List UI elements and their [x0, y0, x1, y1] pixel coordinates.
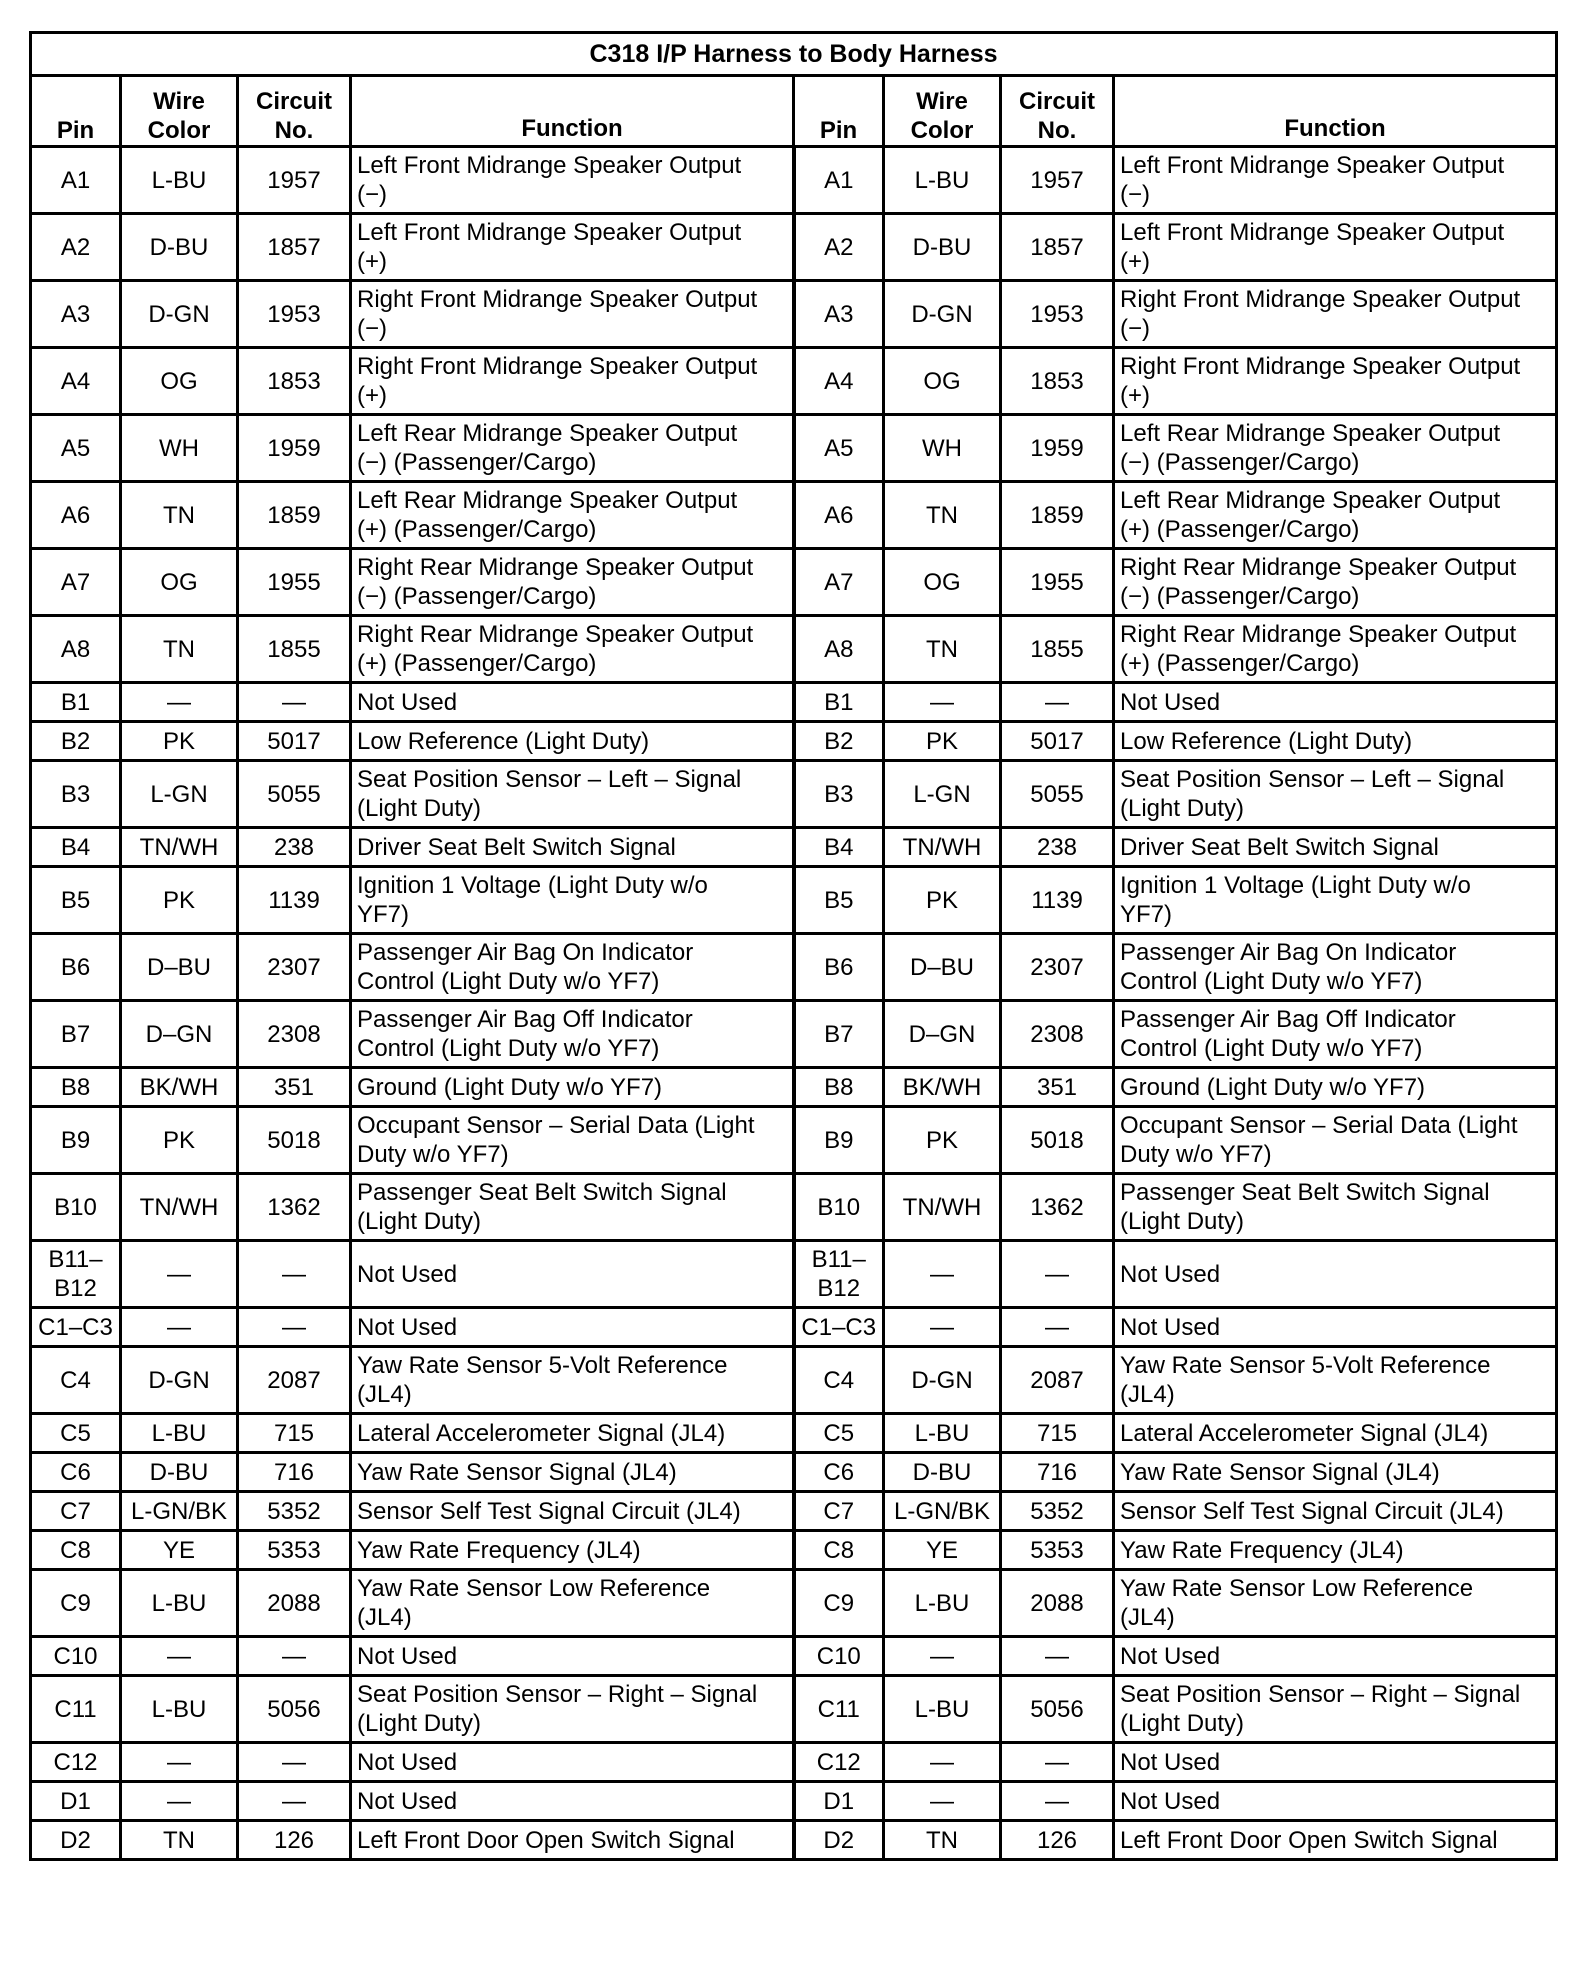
- wire-color-cell: D-GN: [121, 1347, 238, 1414]
- function-cell: Not Used: [351, 1308, 794, 1347]
- pin-cell: C9: [31, 1570, 121, 1637]
- circuit-cell: —: [1001, 1637, 1114, 1676]
- wire-color-cell: TN: [121, 616, 238, 683]
- function-cell: Not Used: [351, 683, 794, 722]
- circuit-cell: —: [238, 1743, 351, 1782]
- function-cell: Passenger Seat Belt Switch Signal (Light Duty): [351, 1174, 794, 1241]
- pin-cell: B11– B12: [31, 1241, 121, 1308]
- circuit-cell: 5353: [238, 1531, 351, 1570]
- function-cell: Ground (Light Duty w/o YF7): [351, 1068, 794, 1107]
- function-cell: Right Rear Midrange Speaker Output (+) (Passenger/Cargo): [351, 616, 794, 683]
- function-cell: Left Rear Midrange Speaker Output (−) (Passenger/Cargo): [351, 415, 794, 482]
- wire-color-cell: D-BU: [121, 214, 238, 281]
- wire-color-cell: —: [121, 1308, 238, 1347]
- pin-cell: A2: [31, 214, 121, 281]
- function-cell: Not Used: [1114, 1308, 1557, 1347]
- pin-cell: A7: [794, 549, 884, 616]
- header-pin: Pin: [31, 76, 121, 147]
- pin-cell: A2: [794, 214, 884, 281]
- circuit-cell: —: [1001, 1241, 1114, 1308]
- circuit-cell: 1955: [1001, 549, 1114, 616]
- circuit-cell: 5352: [238, 1492, 351, 1531]
- pin-cell: A8: [31, 616, 121, 683]
- function-cell: Low Reference (Light Duty): [1114, 722, 1557, 761]
- function-cell: Occupant Sensor – Serial Data (Light Duty w/o YF7): [351, 1107, 794, 1174]
- table-title: C318 I/P Harness to Body Harness: [31, 33, 1557, 76]
- table-row: [31, 616, 1557, 683]
- circuit-cell: 1857: [1001, 214, 1114, 281]
- connector-table: [29, 31, 1558, 1861]
- pin-cell: A7: [31, 549, 121, 616]
- wire-color-cell: —: [884, 683, 1001, 722]
- function-cell: Left Front Door Open Switch Signal: [1114, 1821, 1557, 1860]
- table-row: [31, 1531, 1557, 1570]
- wire-color-cell: —: [121, 1743, 238, 1782]
- function-cell: Right Rear Midrange Speaker Output (+) (Passenger/Cargo): [1114, 616, 1557, 683]
- pin-cell: C11: [794, 1676, 884, 1743]
- circuit-cell: 1853: [238, 348, 351, 415]
- pin-cell: B7: [794, 1001, 884, 1068]
- wire-color-cell: —: [884, 1782, 1001, 1821]
- function-cell: Not Used: [351, 1637, 794, 1676]
- pin-cell: C4: [794, 1347, 884, 1414]
- function-cell: Right Front Midrange Speaker Output (+): [351, 348, 794, 415]
- pin-cell: D2: [794, 1821, 884, 1860]
- pin-cell: B5: [794, 867, 884, 934]
- circuit-cell: 2308: [1001, 1001, 1114, 1068]
- wire-color-cell: TN: [121, 1821, 238, 1860]
- circuit-cell: 2088: [1001, 1570, 1114, 1637]
- wire-color-cell: TN/WH: [121, 828, 238, 867]
- circuit-cell: 1855: [1001, 616, 1114, 683]
- pin-cell: C12: [31, 1743, 121, 1782]
- wire-color-cell: BK/WH: [121, 1068, 238, 1107]
- header-circuit-no: Circuit No.: [1001, 76, 1114, 147]
- wire-color-cell: TN/WH: [884, 1174, 1001, 1241]
- circuit-cell: 1362: [1001, 1174, 1114, 1241]
- circuit-cell: 1859: [238, 482, 351, 549]
- pin-cell: B3: [31, 761, 121, 828]
- pin-cell: A4: [31, 348, 121, 415]
- circuit-cell: 716: [1001, 1453, 1114, 1492]
- wire-color-cell: YE: [884, 1531, 1001, 1570]
- table-row: [31, 761, 1557, 828]
- header-wire-color: Wire Color: [121, 76, 238, 147]
- function-cell: Driver Seat Belt Switch Signal: [1114, 828, 1557, 867]
- circuit-cell: —: [1001, 1782, 1114, 1821]
- wire-color-cell: L-GN/BK: [884, 1492, 1001, 1531]
- circuit-cell: 1859: [1001, 482, 1114, 549]
- function-cell: Yaw Rate Sensor Low Reference (JL4): [351, 1570, 794, 1637]
- header-pin: Pin: [794, 76, 884, 147]
- table-row: [31, 415, 1557, 482]
- pin-cell: B7: [31, 1001, 121, 1068]
- table-row: [31, 1453, 1557, 1492]
- circuit-cell: —: [238, 1637, 351, 1676]
- circuit-cell: 1139: [238, 867, 351, 934]
- wire-color-cell: TN: [121, 482, 238, 549]
- function-cell: Right Front Midrange Speaker Output (−): [351, 281, 794, 348]
- table-row: [31, 1414, 1557, 1453]
- pin-cell: C6: [31, 1453, 121, 1492]
- circuit-cell: 2087: [238, 1347, 351, 1414]
- pin-cell: B10: [31, 1174, 121, 1241]
- circuit-cell: —: [1001, 1308, 1114, 1347]
- table-row: [31, 867, 1557, 934]
- pin-cell: B6: [31, 934, 121, 1001]
- wire-color-cell: TN/WH: [121, 1174, 238, 1241]
- circuit-cell: 1957: [1001, 147, 1114, 214]
- circuit-cell: 351: [238, 1068, 351, 1107]
- pin-cell: A3: [31, 281, 121, 348]
- pin-cell: B1: [794, 683, 884, 722]
- wire-color-cell: L-BU: [884, 1676, 1001, 1743]
- circuit-cell: —: [238, 1308, 351, 1347]
- wire-color-cell: L-GN: [884, 761, 1001, 828]
- circuit-cell: 5055: [1001, 761, 1114, 828]
- function-cell: Passenger Air Bag Off Indicator Control (Light Duty w/o YF7): [351, 1001, 794, 1068]
- circuit-cell: 1955: [238, 549, 351, 616]
- wire-color-cell: WH: [884, 415, 1001, 482]
- function-cell: Left Front Midrange Speaker Output (−): [1114, 147, 1557, 214]
- pin-cell: B8: [31, 1068, 121, 1107]
- function-cell: Ignition 1 Voltage (Light Duty w/o YF7): [351, 867, 794, 934]
- wire-color-cell: D-GN: [884, 281, 1001, 348]
- function-cell: Occupant Sensor – Serial Data (Light Duty w/o YF7): [1114, 1107, 1557, 1174]
- circuit-cell: 1953: [238, 281, 351, 348]
- circuit-cell: —: [238, 1782, 351, 1821]
- wire-color-cell: D-BU: [121, 1453, 238, 1492]
- function-cell: Yaw Rate Sensor Low Reference (JL4): [1114, 1570, 1557, 1637]
- pin-cell: A1: [794, 147, 884, 214]
- wire-color-cell: PK: [884, 1107, 1001, 1174]
- circuit-cell: 1953: [1001, 281, 1114, 348]
- circuit-cell: 5018: [1001, 1107, 1114, 1174]
- circuit-cell: —: [1001, 1743, 1114, 1782]
- pin-cell: B11– B12: [794, 1241, 884, 1308]
- circuit-cell: 1139: [1001, 867, 1114, 934]
- function-cell: Ignition 1 Voltage (Light Duty w/o YF7): [1114, 867, 1557, 934]
- wire-color-cell: —: [884, 1241, 1001, 1308]
- pin-cell: C11: [31, 1676, 121, 1743]
- table-row: [31, 1821, 1557, 1860]
- pin-cell: A3: [794, 281, 884, 348]
- wire-color-cell: L-GN: [121, 761, 238, 828]
- table-row: [31, 281, 1557, 348]
- function-cell: Sensor Self Test Signal Circuit (JL4): [351, 1492, 794, 1531]
- wire-color-cell: WH: [121, 415, 238, 482]
- pin-cell: A4: [794, 348, 884, 415]
- table-row: [31, 722, 1557, 761]
- function-cell: Not Used: [1114, 1241, 1557, 1308]
- wire-color-cell: D–BU: [884, 934, 1001, 1001]
- wire-color-cell: —: [884, 1743, 1001, 1782]
- pin-cell: B4: [31, 828, 121, 867]
- function-cell: Left Front Midrange Speaker Output (+): [351, 214, 794, 281]
- circuit-cell: 5055: [238, 761, 351, 828]
- table-row: [31, 1743, 1557, 1782]
- pin-cell: C7: [31, 1492, 121, 1531]
- wire-color-cell: TN: [884, 1821, 1001, 1860]
- circuit-cell: 1957: [238, 147, 351, 214]
- function-cell: Left Front Door Open Switch Signal: [351, 1821, 794, 1860]
- function-cell: Right Front Midrange Speaker Output (−): [1114, 281, 1557, 348]
- circuit-cell: 351: [1001, 1068, 1114, 1107]
- wire-color-cell: TN: [884, 482, 1001, 549]
- pin-cell: B2: [31, 722, 121, 761]
- wire-color-cell: —: [121, 1637, 238, 1676]
- circuit-cell: 5353: [1001, 1531, 1114, 1570]
- circuit-cell: 2087: [1001, 1347, 1114, 1414]
- function-cell: Sensor Self Test Signal Circuit (JL4): [1114, 1492, 1557, 1531]
- pin-cell: B9: [794, 1107, 884, 1174]
- circuit-cell: 5017: [1001, 722, 1114, 761]
- circuit-cell: 126: [1001, 1821, 1114, 1860]
- pin-cell: B9: [31, 1107, 121, 1174]
- circuit-cell: 2308: [238, 1001, 351, 1068]
- wire-color-cell: OG: [121, 348, 238, 415]
- wire-color-cell: —: [884, 1637, 1001, 1676]
- circuit-cell: 716: [238, 1453, 351, 1492]
- function-cell: Driver Seat Belt Switch Signal: [351, 828, 794, 867]
- circuit-cell: 1362: [238, 1174, 351, 1241]
- wire-color-cell: OG: [884, 348, 1001, 415]
- function-cell: Right Front Midrange Speaker Output (+): [1114, 348, 1557, 415]
- function-cell: Seat Position Sensor – Left – Signal (Light Duty): [351, 761, 794, 828]
- wire-color-cell: —: [121, 1782, 238, 1821]
- circuit-cell: —: [238, 1241, 351, 1308]
- pin-cell: C10: [794, 1637, 884, 1676]
- function-cell: Passenger Air Bag On Indicator Control (Light Duty w/o YF7): [351, 934, 794, 1001]
- table-row: [31, 1637, 1557, 1676]
- wire-color-cell: L-BU: [121, 1414, 238, 1453]
- wire-color-cell: PK: [884, 867, 1001, 934]
- table-row: [31, 828, 1557, 867]
- function-cell: Yaw Rate Sensor 5-Volt Reference (JL4): [351, 1347, 794, 1414]
- function-cell: Not Used: [1114, 1637, 1557, 1676]
- pin-cell: B6: [794, 934, 884, 1001]
- header-circuit-no: Circuit No.: [238, 76, 351, 147]
- pin-cell: C1–C3: [794, 1308, 884, 1347]
- pin-cell: C7: [794, 1492, 884, 1531]
- circuit-cell: 126: [238, 1821, 351, 1860]
- wire-color-cell: L-BU: [121, 1570, 238, 1637]
- function-cell: Not Used: [1114, 1743, 1557, 1782]
- wire-color-cell: L-BU: [884, 147, 1001, 214]
- circuit-cell: 715: [238, 1414, 351, 1453]
- function-cell: Passenger Air Bag Off Indicator Control (Light Duty w/o YF7): [1114, 1001, 1557, 1068]
- pin-cell: B3: [794, 761, 884, 828]
- pin-cell: B1: [31, 683, 121, 722]
- pin-cell: A8: [794, 616, 884, 683]
- function-cell: Not Used: [351, 1241, 794, 1308]
- function-cell: Passenger Air Bag On Indicator Control (Light Duty w/o YF7): [1114, 934, 1557, 1001]
- pin-cell: C8: [31, 1531, 121, 1570]
- function-cell: Seat Position Sensor – Right – Signal (Light Duty): [1114, 1676, 1557, 1743]
- pin-cell: C9: [794, 1570, 884, 1637]
- circuit-cell: 715: [1001, 1414, 1114, 1453]
- circuit-cell: 2307: [1001, 934, 1114, 1001]
- table-row: [31, 1676, 1557, 1743]
- wire-color-cell: D–GN: [121, 1001, 238, 1068]
- pin-cell: C4: [31, 1347, 121, 1414]
- table-row: [31, 1107, 1557, 1174]
- table-row: [31, 1174, 1557, 1241]
- circuit-cell: 1855: [238, 616, 351, 683]
- circuit-cell: 5056: [238, 1676, 351, 1743]
- table-row: [31, 1308, 1557, 1347]
- pin-cell: A1: [31, 147, 121, 214]
- circuit-cell: 1959: [1001, 415, 1114, 482]
- function-cell: Left Rear Midrange Speaker Output (−) (Passenger/Cargo): [1114, 415, 1557, 482]
- table-row: [31, 1241, 1557, 1308]
- header-function: Function: [1114, 76, 1557, 147]
- table-row: [31, 482, 1557, 549]
- pin-cell: A6: [794, 482, 884, 549]
- function-cell: Yaw Rate Frequency (JL4): [1114, 1531, 1557, 1570]
- function-cell: Left Rear Midrange Speaker Output (+) (Passenger/Cargo): [351, 482, 794, 549]
- wire-color-cell: OG: [121, 549, 238, 616]
- pin-cell: B10: [794, 1174, 884, 1241]
- function-cell: Seat Position Sensor – Left – Signal (Light Duty): [1114, 761, 1557, 828]
- circuit-cell: 2088: [238, 1570, 351, 1637]
- wire-color-cell: PK: [884, 722, 1001, 761]
- function-cell: Yaw Rate Frequency (JL4): [351, 1531, 794, 1570]
- wire-color-cell: L-BU: [121, 147, 238, 214]
- header-wire-color: Wire Color: [884, 76, 1001, 147]
- function-cell: Left Front Midrange Speaker Output (−): [351, 147, 794, 214]
- header-function: Function: [351, 76, 794, 147]
- table-body: [31, 147, 1557, 1860]
- function-cell: Right Rear Midrange Speaker Output (−) (Passenger/Cargo): [1114, 549, 1557, 616]
- wire-color-cell: BK/WH: [884, 1068, 1001, 1107]
- pin-cell: C5: [31, 1414, 121, 1453]
- wire-color-cell: —: [121, 683, 238, 722]
- function-cell: Left Front Midrange Speaker Output (+): [1114, 214, 1557, 281]
- pin-cell: B5: [31, 867, 121, 934]
- function-cell: Not Used: [351, 1782, 794, 1821]
- table-row: [31, 1782, 1557, 1821]
- wire-color-cell: —: [884, 1308, 1001, 1347]
- table-row: [31, 934, 1557, 1001]
- pin-cell: A6: [31, 482, 121, 549]
- pin-cell: C12: [794, 1743, 884, 1782]
- wire-color-cell: OG: [884, 549, 1001, 616]
- table-row: [31, 1068, 1557, 1107]
- function-cell: Lateral Accelerometer Signal (JL4): [351, 1414, 794, 1453]
- pin-cell: D1: [794, 1782, 884, 1821]
- wire-color-cell: D-GN: [121, 281, 238, 348]
- circuit-cell: 238: [238, 828, 351, 867]
- pin-cell: C8: [794, 1531, 884, 1570]
- pin-cell: D1: [31, 1782, 121, 1821]
- wire-color-cell: D-BU: [884, 1453, 1001, 1492]
- function-cell: Lateral Accelerometer Signal (JL4): [1114, 1414, 1557, 1453]
- function-cell: Right Rear Midrange Speaker Output (−) (Passenger/Cargo): [351, 549, 794, 616]
- table-row: [31, 1347, 1557, 1414]
- circuit-cell: 238: [1001, 828, 1114, 867]
- pin-cell: A5: [794, 415, 884, 482]
- wire-color-cell: PK: [121, 867, 238, 934]
- circuit-cell: 1857: [238, 214, 351, 281]
- table-row: [31, 549, 1557, 616]
- circuit-cell: 5352: [1001, 1492, 1114, 1531]
- pin-cell: A5: [31, 415, 121, 482]
- circuit-cell: 1853: [1001, 348, 1114, 415]
- wire-color-cell: L-GN/BK: [121, 1492, 238, 1531]
- wire-color-cell: D–BU: [121, 934, 238, 1001]
- wire-color-cell: YE: [121, 1531, 238, 1570]
- circuit-cell: 5018: [238, 1107, 351, 1174]
- pin-cell: C1–C3: [31, 1308, 121, 1347]
- table-row: [31, 348, 1557, 415]
- wire-color-cell: L-BU: [884, 1414, 1001, 1453]
- wire-color-cell: L-BU: [884, 1570, 1001, 1637]
- function-cell: Not Used: [1114, 683, 1557, 722]
- pin-cell: B2: [794, 722, 884, 761]
- function-cell: Left Rear Midrange Speaker Output (+) (Passenger/Cargo): [1114, 482, 1557, 549]
- wire-color-cell: —: [121, 1241, 238, 1308]
- circuit-cell: 5056: [1001, 1676, 1114, 1743]
- table-row: [31, 147, 1557, 214]
- table-row: [31, 1001, 1557, 1068]
- function-cell: Low Reference (Light Duty): [351, 722, 794, 761]
- wire-color-cell: L-BU: [121, 1676, 238, 1743]
- function-cell: Ground (Light Duty w/o YF7): [1114, 1068, 1557, 1107]
- table-row: [31, 214, 1557, 281]
- pin-cell: C6: [794, 1453, 884, 1492]
- circuit-cell: 5017: [238, 722, 351, 761]
- function-cell: Yaw Rate Sensor 5-Volt Reference (JL4): [1114, 1347, 1557, 1414]
- table-row: [31, 1570, 1557, 1637]
- pin-cell: D2: [31, 1821, 121, 1860]
- function-cell: Yaw Rate Sensor Signal (JL4): [351, 1453, 794, 1492]
- function-cell: Not Used: [1114, 1782, 1557, 1821]
- pin-cell: B8: [794, 1068, 884, 1107]
- wire-color-cell: PK: [121, 1107, 238, 1174]
- circuit-cell: —: [1001, 683, 1114, 722]
- pin-cell: C10: [31, 1637, 121, 1676]
- wire-color-cell: TN: [884, 616, 1001, 683]
- function-cell: Passenger Seat Belt Switch Signal (Light Duty): [1114, 1174, 1557, 1241]
- circuit-cell: 1959: [238, 415, 351, 482]
- wire-color-cell: D-BU: [884, 214, 1001, 281]
- function-cell: Seat Position Sensor – Right – Signal (Light Duty): [351, 1676, 794, 1743]
- wire-color-cell: D-GN: [884, 1347, 1001, 1414]
- wire-color-cell: PK: [121, 722, 238, 761]
- wire-color-cell: D–GN: [884, 1001, 1001, 1068]
- circuit-cell: 2307: [238, 934, 351, 1001]
- table-row: [31, 1492, 1557, 1531]
- function-cell: Not Used: [351, 1743, 794, 1782]
- function-cell: Yaw Rate Sensor Signal (JL4): [1114, 1453, 1557, 1492]
- table-row: [31, 683, 1557, 722]
- pin-cell: C5: [794, 1414, 884, 1453]
- wire-color-cell: TN/WH: [884, 828, 1001, 867]
- circuit-cell: —: [238, 683, 351, 722]
- pin-cell: B4: [794, 828, 884, 867]
